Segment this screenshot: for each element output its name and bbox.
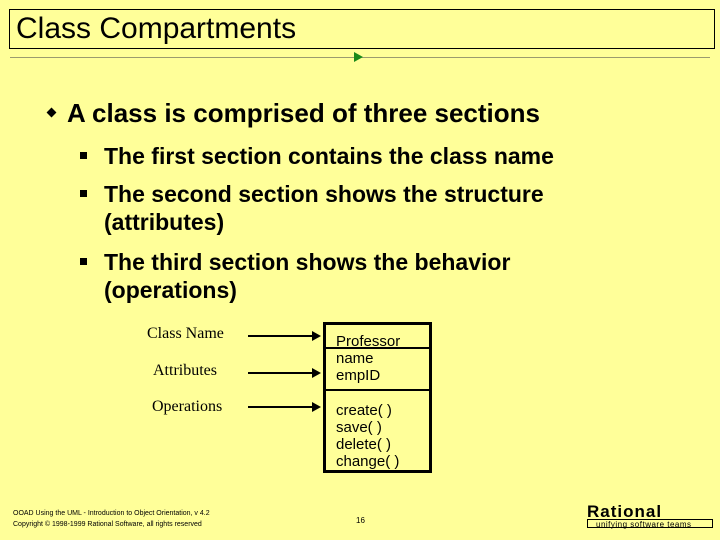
square-bullet-icon [80, 190, 87, 197]
compartment-divider [326, 347, 429, 349]
class-name-text: Professor [336, 333, 401, 350]
logo-tagline: unifying software teams [596, 520, 692, 529]
square-bullet-icon [80, 152, 87, 159]
logo-wordmark: Rational [587, 502, 663, 521]
operation-delete: delete( ) [336, 436, 392, 453]
sub-bullet-3-text-cont: (operations) [104, 277, 237, 303]
footer-line-1: OOAD Using the UML - Introduction to Object Orientation, v 4.2 [13, 510, 210, 517]
square-bullet-icon [80, 258, 87, 265]
arrow-operations [248, 406, 313, 408]
operation-change: change( ) [336, 453, 400, 470]
compartment-divider [326, 389, 429, 391]
sub-bullet-2-text: The second section shows the structure [104, 181, 544, 207]
sub-bullet-1-text: The first section contains the class name [104, 143, 554, 169]
sub-bullet-3-text: The third section shows the behavior [104, 249, 511, 275]
footer-copyright [13, 508, 210, 530]
operation-save: save( ) [336, 419, 382, 436]
slide-title: Class Compartments [16, 12, 297, 45]
main-bullet-text: A class is comprised of three sections [67, 98, 540, 128]
page-number: 16 [356, 516, 365, 525]
rational-logo [587, 502, 713, 532]
operation-create: create( ) [336, 402, 392, 419]
label-operations: Operations [152, 398, 223, 415]
play-arrow-icon [354, 52, 363, 62]
sub-bullet-2-text-cont: (attributes) [104, 209, 225, 235]
footer-line-2: Copyright © 1998-1999 Rational Software, all rights reserved [13, 521, 202, 528]
label-attributes: Attributes [153, 362, 217, 379]
arrow-attributes [248, 372, 313, 374]
label-class-name: Class Name [147, 325, 224, 342]
title-box [9, 9, 715, 49]
arrow-class-name [248, 335, 313, 337]
attribute-name: name [336, 350, 374, 367]
uml-class-box [323, 322, 432, 473]
attribute-empid: empID [336, 367, 381, 384]
diamond-bullet-icon [47, 107, 57, 117]
main-bullet [48, 98, 540, 128]
